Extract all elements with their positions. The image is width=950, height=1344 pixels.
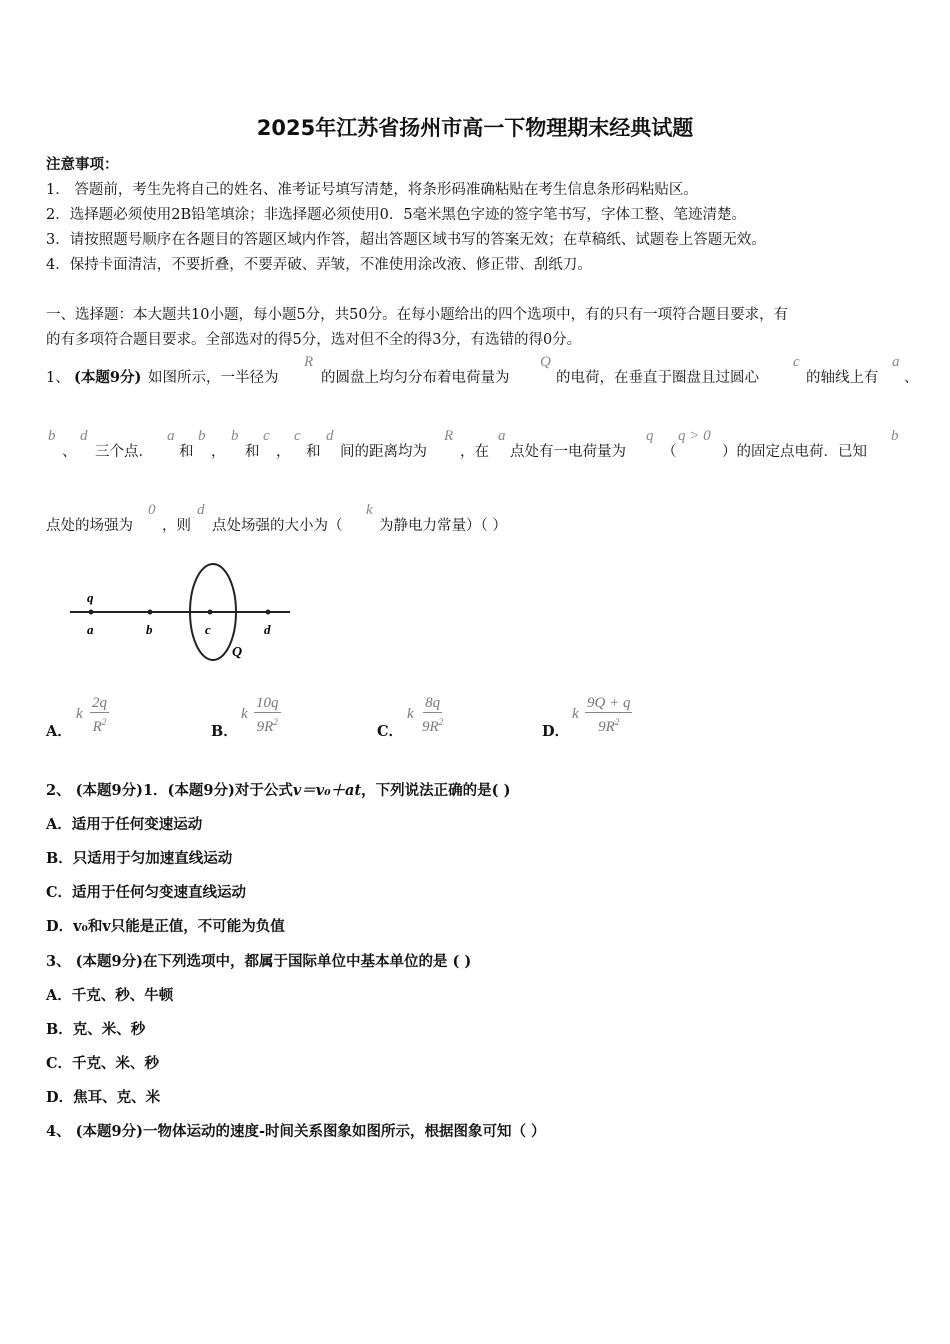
fraction — [420, 694, 445, 736]
notice-item: 1． 答题前，考生先将自己的姓名、准考证号填写清楚，将条形码准确粘贴在考生信息条形码粘贴区。 — [46, 182, 698, 198]
var-a: a — [498, 428, 506, 444]
numerator: 2q — [92, 695, 107, 711]
q2-stem-text: ，下列说法正确的是( ) — [361, 782, 511, 799]
fraction — [254, 694, 281, 736]
q1-number: 1、 — [46, 370, 70, 386]
var-R: R — [304, 354, 314, 370]
q1-text: 和 — [306, 444, 321, 460]
fraction — [585, 694, 632, 736]
denominator: R — [92, 719, 102, 735]
denominator: 9R — [598, 719, 615, 735]
var-k: k — [366, 502, 373, 518]
label-b: b — [146, 622, 153, 637]
q2-formula: v＝v₀＋at — [292, 782, 362, 799]
q1-text: 、 — [62, 444, 77, 460]
q1-figure — [60, 560, 300, 670]
q1-text: 、 — [904, 370, 919, 386]
var-a: a — [892, 354, 900, 370]
point-b — [148, 610, 153, 615]
notice-item: 4．保持卡面清洁，不要折叠，不要弄破、弄皱，不准使用涂改液、修正带、刮纸刀。 — [46, 257, 592, 273]
const-k: k — [572, 706, 579, 722]
q2-stem-text: 2、 (本题9分)1．(本题9分)对于公式 — [46, 782, 293, 799]
const-k: k — [241, 706, 248, 722]
denominator: 9R — [256, 719, 274, 735]
var-a: a — [167, 428, 175, 444]
q1-text: 如图所示，一半径为 — [148, 370, 279, 386]
label-c: c — [205, 622, 211, 637]
q3-option-b[interactable]: B．克、米、秒 — [46, 1021, 146, 1038]
var-zero: 0 — [148, 502, 156, 518]
q3-option-c[interactable]: C．千克、米、秒 — [46, 1055, 160, 1072]
q1-text: ）的固定点电荷．已知 — [722, 444, 867, 460]
q1-text: （ — [662, 444, 677, 460]
q1-text: ，在 — [460, 444, 489, 460]
q1-text: ，则 — [162, 518, 191, 534]
option-label: C． — [377, 723, 404, 740]
q2-stem — [46, 779, 510, 800]
q1-text: 点处有一电荷量为 — [510, 444, 626, 460]
q1-text: 三个点． — [95, 444, 153, 460]
exponent: 2 — [438, 717, 444, 727]
notice-item: 3．请按照题号顺序在各题目的答题区域内作答，超出答题区域书写的答案无效；在草稿纸、试题卷上答题无效。 — [46, 232, 766, 248]
q1-text: 和 — [179, 444, 194, 460]
var-d: d — [326, 428, 334, 444]
q3-option-d[interactable]: D．焦耳、克、米 — [46, 1089, 161, 1106]
q1-text: 和 — [245, 444, 260, 460]
section-intro: 的有多项符合题目要求。全部选对的得5分，选对但不全的得3分，有选错的得0分。 — [46, 332, 582, 348]
var-Q: Q — [540, 354, 551, 370]
q3-stem: 3、 (本题9分)在下列选项中，都属于国际单位中基本单位的是 ( ) — [46, 953, 472, 970]
notice-item: 2．选择题必须使用2B铅笔填涂；非选择题必须使用0．5毫米黑色字迹的签字笔书写，字体工整、笔迹清楚。 — [46, 207, 747, 223]
q3-option-a[interactable]: A．千克、秒、牛顿 — [46, 987, 174, 1004]
q1-text: 点处场强的大小为（ — [212, 518, 343, 534]
q1-text: 的圆盘上均匀分布着电荷量为 — [321, 370, 510, 386]
var-b: b — [891, 428, 899, 444]
const-k: k — [76, 706, 83, 722]
q2-option-b[interactable]: B．只适用于匀加速直线运动 — [46, 850, 233, 867]
exponent: 2 — [101, 717, 107, 727]
numerator: 9Q + q — [587, 695, 631, 711]
notice-heading: 注意事项： — [46, 156, 119, 173]
q2-option-c[interactable]: C．适用于任何匀变速直线运动 — [46, 884, 247, 901]
q1-text: 间的距离均为 — [340, 444, 427, 460]
section-intro: 一、选择题：本大题共10小题，每小题5分，共50分。在每小题给出的四个选项中，有的只有一项符合题目要求，有 — [46, 307, 789, 323]
exponent: 2 — [614, 717, 620, 727]
point-c — [208, 610, 213, 615]
var-R: R — [444, 428, 454, 444]
option-label: A． — [46, 723, 72, 740]
q1-text: 点处的场强为 — [46, 518, 133, 534]
q2-option-d[interactable]: D．v₀和v只能是正值，不可能为负值 — [46, 918, 285, 935]
q2-option-a[interactable]: A．适用于任何变速运动 — [46, 816, 203, 833]
q1-text: 的电荷，在垂直于圈盘且过圆心 — [556, 370, 759, 386]
q1-text: 的轴线上有 — [806, 370, 879, 386]
var-c: c — [294, 428, 301, 444]
option-label: D． — [542, 723, 570, 740]
label-a: a — [87, 622, 94, 637]
q1-tag: (本题9分) — [74, 369, 142, 386]
exponent: 2 — [273, 717, 278, 727]
q1-text: ， — [276, 444, 291, 460]
point-a — [89, 610, 94, 615]
const-k: k — [407, 706, 414, 722]
q1-text: 为静电力常量）（ ） — [379, 518, 507, 534]
var-q: q — [646, 428, 654, 444]
var-b: b — [48, 428, 56, 444]
var-c: c — [793, 354, 800, 370]
label-Q: Q — [232, 645, 243, 660]
numerator: 10q — [256, 695, 279, 711]
numerator: 8q — [425, 695, 441, 711]
var-q-positive: q > 0 — [678, 428, 711, 444]
label-d: d — [264, 622, 271, 637]
point-d — [266, 610, 271, 615]
var-b: b — [198, 428, 206, 444]
denominator: 9R — [422, 719, 439, 735]
var-d: d — [80, 428, 88, 444]
q1-text: ， — [211, 444, 226, 460]
option-label: B． — [211, 723, 238, 740]
q4-stem: 4、 (本题9分)一物体运动的速度-时间关系图象如图所示，根据图象可知（ ） — [46, 1123, 546, 1140]
var-b: b — [231, 428, 239, 444]
fraction — [90, 694, 109, 736]
page-title: 2025年江苏省扬州市高一下物理期末经典试题 — [256, 116, 694, 140]
var-d: d — [197, 502, 205, 518]
label-q: q — [87, 590, 94, 605]
var-c: c — [263, 428, 270, 444]
